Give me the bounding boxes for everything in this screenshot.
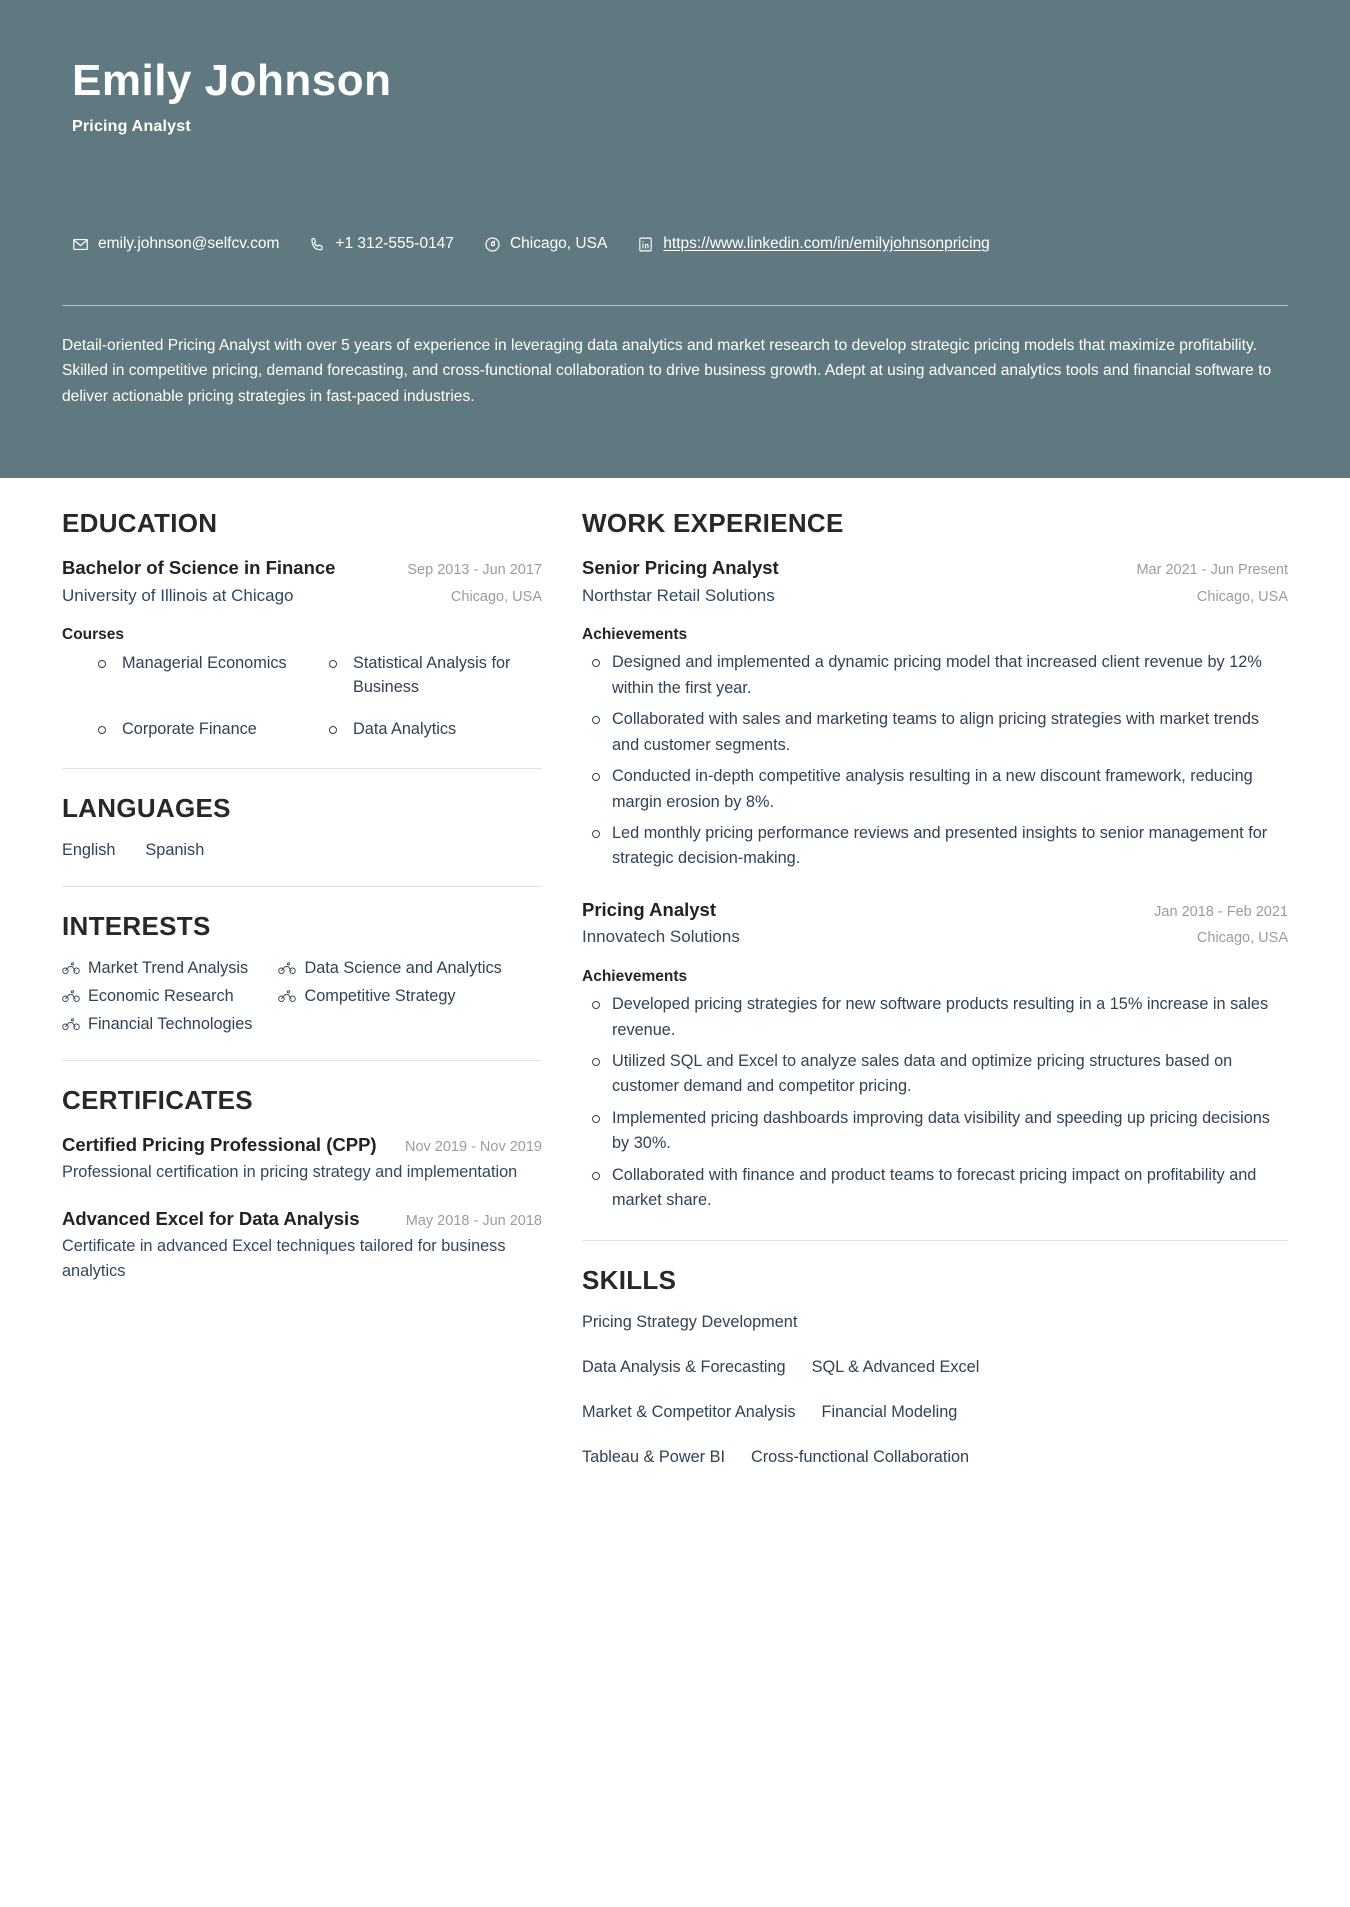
education-heading: EDUCATION: [62, 508, 218, 538]
skill-item: Cross-functional Collaboration: [751, 1447, 970, 1466]
interests-heading: INTERESTS: [62, 910, 211, 941]
contact-linkedin-text[interactable]: https://www.linkedin.com/in/emilyjohnsonpricing: [663, 235, 990, 252]
skill-item: Pricing Strategy Development: [582, 1312, 798, 1331]
section-divider: [62, 1060, 542, 1061]
course-item: Statistical Analysis for Business: [327, 652, 542, 700]
work-entry: [582, 898, 1288, 1214]
bicycle-icon: [62, 1017, 80, 1031]
certificates-section: [62, 1085, 542, 1284]
achievements-list: [586, 650, 1288, 871]
skill-item: SQL & Advanced Excel: [811, 1357, 980, 1376]
language-item: English: [62, 840, 116, 859]
certificate-dates: May 2018 - Jun 2018: [405, 1212, 542, 1229]
achievement-item: Designed and implemented a dynamic pricing model that increased client revenue by 12% within the first year.: [586, 650, 1288, 701]
achievement-item: Collaborated with finance and product teams to forecast pricing impact on profitability and market share.: [586, 1163, 1288, 1214]
courses-list: [96, 652, 542, 741]
skills-heading: SKILLS: [582, 1264, 677, 1295]
achievements-label: Achievements: [582, 968, 688, 986]
work-experience-heading: WORK EXPERIENCE: [582, 508, 844, 538]
contact-phone[interactable]: [309, 235, 454, 253]
languages-section: [62, 793, 542, 860]
certificate-description: Certificate in advanced Excel techniques tailored for business analytics: [62, 1237, 506, 1280]
certificates-heading: CERTIFICATES: [62, 1084, 253, 1115]
phone-icon: [309, 236, 326, 253]
contact-row: [72, 235, 990, 253]
work-location: Chicago, USA: [1196, 930, 1288, 947]
achievement-item: Developed pricing strategies for new software products resulting in a 15% increase in sales revenue.: [586, 992, 1288, 1043]
achievement-item: Conducted in-depth competitive analysis resulting in a new discount framework, reducing margin erosion by 8%.: [586, 764, 1288, 815]
right-column: [582, 478, 1288, 1471]
work-company: Innovatech Solutions: [582, 927, 740, 947]
education-degree: Bachelor of Science in Finance: [62, 557, 336, 578]
professional-summary: Detail-oriented Pricing Analyst with over 5 years of experience in leveraging data analytics and market research to develop strategic pricing models that maximize profitability. Skilled in competitive pricing, demand forecasting, and cross-functional collaboration to drive business growth. Adept at using advanced analytics tools and financial software to deliver actionable pricing strategies in fast-paced industries.: [62, 337, 1272, 405]
contact-email-text: emily.johnson@selfcv.com: [98, 235, 280, 252]
resume-body: [0, 478, 1350, 1471]
interest-label: Financial Technologies: [88, 1014, 253, 1033]
interest-label: Market Trend Analysis: [88, 958, 249, 977]
skills-section: [582, 1265, 1288, 1467]
course-item: Managerial Economics: [96, 652, 311, 700]
course-item: Data Analytics: [327, 718, 542, 742]
candidate-role: Pricing Analyst: [72, 118, 191, 136]
education-entry: [62, 556, 542, 742]
bicycle-icon: [278, 961, 296, 975]
envelope-icon: [72, 236, 89, 253]
header-divider: [62, 305, 1288, 306]
linkedin-icon: [637, 236, 654, 253]
achievements-label: Achievements: [582, 626, 688, 644]
interest-item: [62, 987, 252, 1006]
education-institution: University of Illinois at Chicago: [62, 585, 294, 605]
work-position: Senior Pricing Analyst: [582, 557, 779, 578]
section-divider: [582, 1240, 1288, 1241]
contact-location: [484, 235, 607, 253]
achievement-item: Collaborated with sales and marketing teams to align pricing strategies with market trends and customer segments.: [586, 707, 1288, 758]
language-item: Spanish: [145, 840, 205, 859]
bicycle-icon: [62, 989, 80, 1003]
interests-section: [62, 911, 542, 1034]
skill-item: Tableau & Power BI: [582, 1447, 725, 1466]
languages-list: [62, 841, 542, 860]
work-location: Chicago, USA: [1196, 588, 1288, 605]
course-item: Corporate Finance: [96, 718, 311, 742]
interest-label: Competitive Strategy: [304, 986, 456, 1005]
skill-item: Financial Modeling: [821, 1402, 958, 1421]
certificate-dates: Nov 2019 - Nov 2019: [404, 1138, 542, 1155]
education-section: [62, 508, 542, 742]
location-pin-icon: [484, 236, 501, 253]
languages-heading: LANGUAGES: [62, 792, 231, 823]
achievement-item: Utilized SQL and Excel to analyze sales data and optimize pricing structures based on customer demand and competitor pricing.: [586, 1049, 1288, 1100]
contact-linkedin[interactable]: [637, 235, 990, 253]
certificate-description: Professional certification in pricing strategy and implementation: [62, 1163, 518, 1182]
certificate-entry: [62, 1207, 542, 1283]
bicycle-icon: [278, 989, 296, 1003]
certificate-name: Certified Pricing Professional (CPP): [62, 1133, 377, 1155]
skills-list: [582, 1313, 1222, 1467]
contact-phone-text: +1 312-555-0147: [335, 235, 454, 252]
achievement-item: Led monthly pricing performance reviews and presented insights to senior management for strategic decision-making.: [586, 821, 1288, 872]
interest-item: [278, 959, 501, 978]
skill-item: Market & Competitor Analysis: [582, 1402, 796, 1421]
left-column: [62, 478, 542, 1471]
interest-label: Data Science and Analytics: [304, 958, 502, 977]
certificate-name: Advanced Excel for Data Analysis: [62, 1207, 360, 1229]
section-divider: [62, 768, 542, 769]
education-dates: Sep 2013 - Jun 2017: [407, 562, 542, 578]
contact-email[interactable]: [72, 235, 279, 253]
work-position: Pricing Analyst: [582, 898, 716, 920]
certificate-entry: [62, 1133, 542, 1185]
skill-item: Data Analysis & Forecasting: [582, 1357, 786, 1376]
achievement-item: Implemented pricing dashboards improving data visibility and speeding up pricing decisions by 30%.: [586, 1106, 1288, 1157]
interest-item: [62, 1015, 252, 1034]
work-experience-section: [582, 508, 1288, 1214]
education-location: Chicago, USA: [450, 588, 542, 605]
work-company: Northstar Retail Solutions: [582, 585, 775, 605]
interest-item: [278, 987, 501, 1006]
work-dates: Mar 2021 - Jun Present: [1136, 562, 1288, 578]
resume-header: [0, 0, 1350, 478]
work-dates: Jan 2018 - Feb 2021: [1154, 903, 1288, 920]
interest-label: Economic Research: [88, 986, 234, 1005]
section-divider: [62, 886, 542, 887]
courses-label: Courses: [62, 626, 125, 644]
bicycle-icon: [62, 961, 80, 975]
achievements-list: [586, 992, 1288, 1213]
candidate-name: Emily Johnson: [72, 56, 392, 105]
interest-item: [62, 959, 252, 978]
work-entry: [582, 556, 1288, 872]
contact-location-text: Chicago, USA: [509, 235, 608, 252]
interests-list: [62, 959, 542, 1034]
